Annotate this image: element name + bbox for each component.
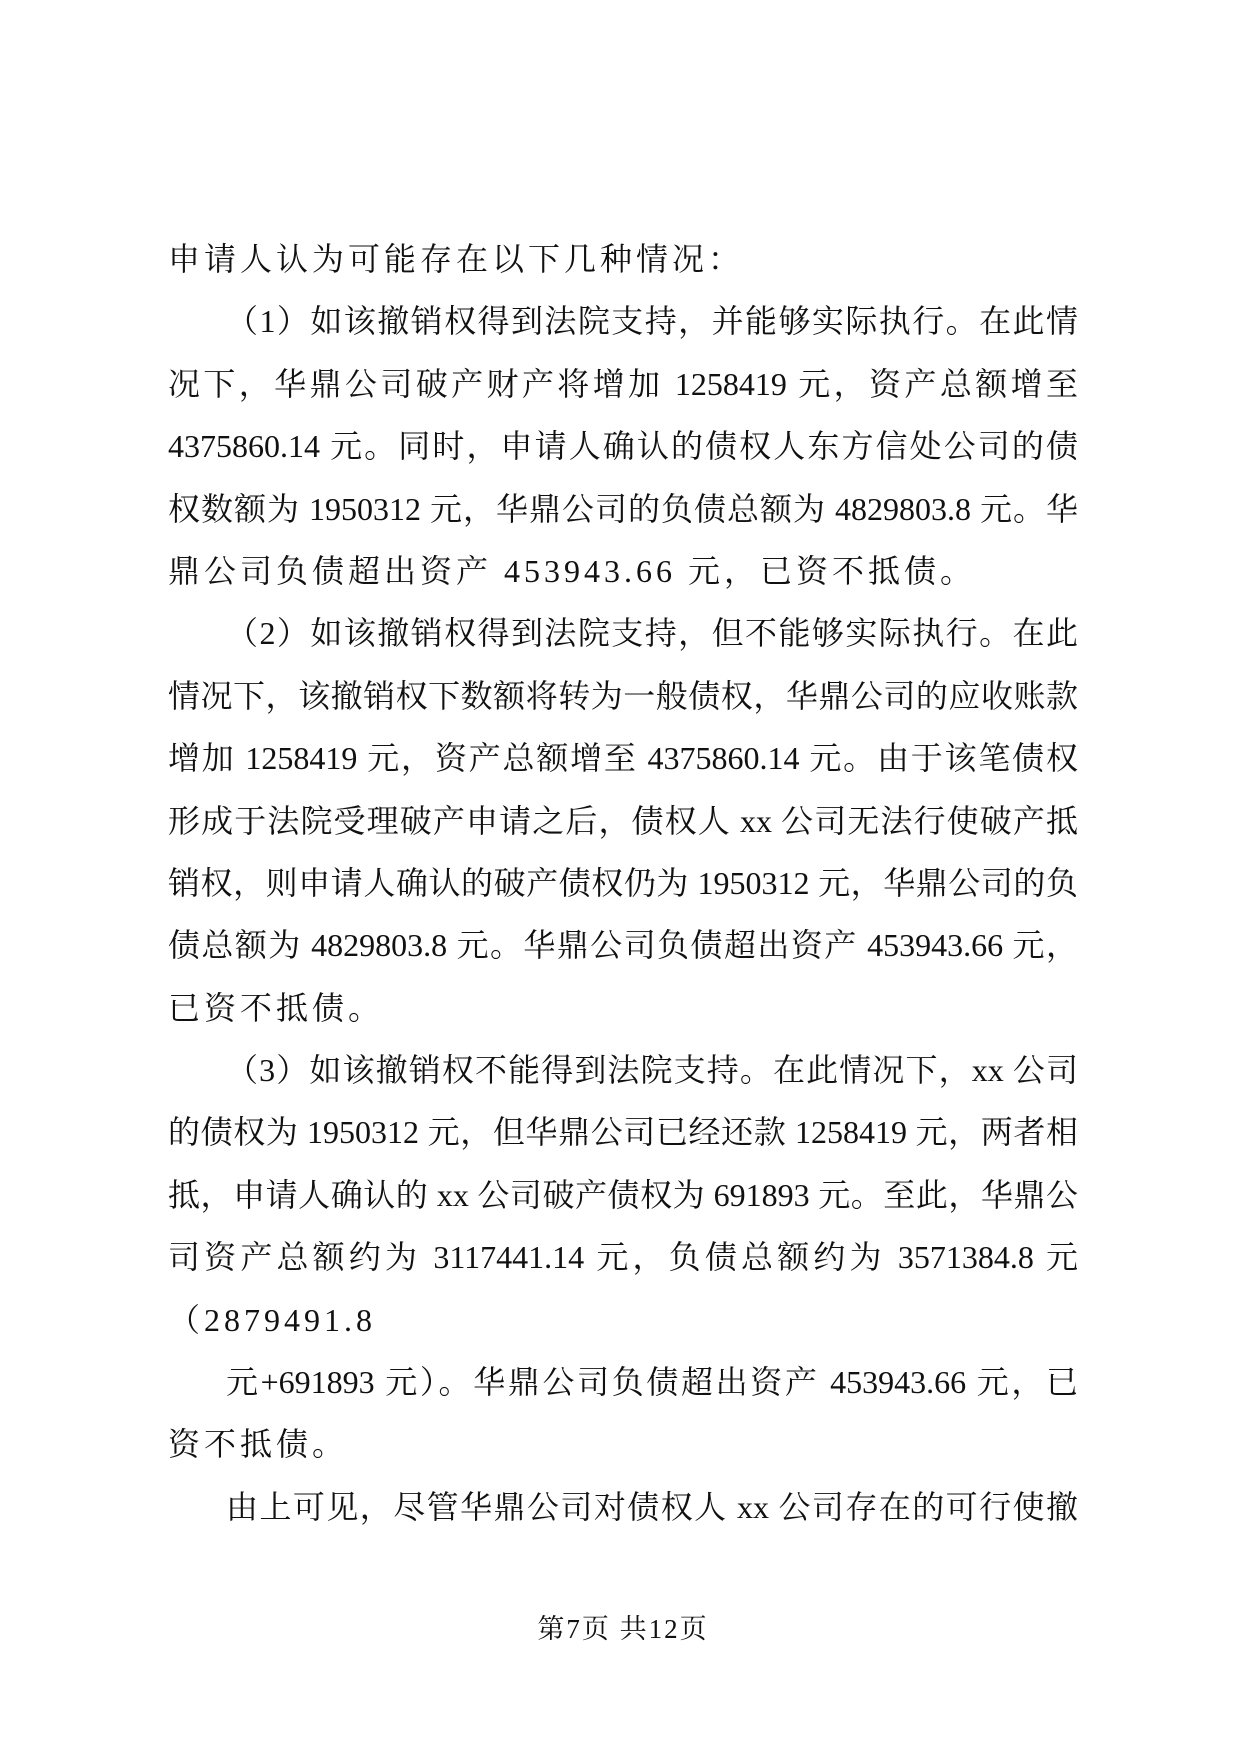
text-line: 鼎公司负债超出资产 453943.66 元，已资不抵债。 xyxy=(168,552,977,589)
document-body xyxy=(168,228,1078,1538)
text-line: 增加 1258419 元，资产总额增至 4375860.14 元。由于该笔债权 xyxy=(168,740,1078,777)
text-line: 元+691893 元）。华鼎公司负债超出资产 453943.66 元，已 xyxy=(226,1364,1078,1401)
text-line: 的债权为 1950312 元，但华鼎公司已经还款 1258419 元，两者相 xyxy=(168,1114,1078,1151)
text-line: 由上可见，尽管华鼎公司对债权人 xx 公司存在的可行使撤 xyxy=(226,1488,1078,1525)
text-line: （2879491.8 xyxy=(168,1301,377,1338)
text-line: （2）如该撤销权得到法院支持，但不能够实际执行。在此 xyxy=(226,615,1078,652)
text-line: 4375860.14 元。同时，申请人确认的债权人东方信处公司的债 xyxy=(168,428,1078,465)
text-line: 形成于法院受理破产申请之后，债权人 xx 公司无法行使破产抵 xyxy=(168,802,1078,839)
text-line: 申请人认为可能存在以下几种情况： xyxy=(168,241,745,277)
page-number: 第7页 共12页 xyxy=(537,1614,709,1644)
text-line: 资不抵债。 xyxy=(168,1426,349,1463)
text-line: （3）如该撤销权不能得到法院支持。在此情况下，xx 公司 xyxy=(226,1052,1078,1089)
text-line: 况下，华鼎公司破产财产将增加 1258419 元，资产总额增至 xyxy=(168,365,1078,402)
text-line: 情况下，该撤销权下数额将转为一般债权，华鼎公司的应收账款 xyxy=(168,677,1078,714)
text-line: 债总额为 4829803.8 元。华鼎公司负债超出资产 453943.66 元， xyxy=(168,927,1078,964)
text-line: 司资产总额约为 3117441.14 元，负债总额约为 3571384.8 元 xyxy=(168,1239,1078,1276)
text-line: 抵，申请人确认的 xx 公司破产债权为 691893 元。至此，华鼎公 xyxy=(168,1176,1078,1213)
text-line: 销权，则申请人确认的破产债权仍为 1950312 元，华鼎公司的负 xyxy=(168,864,1078,901)
text-line: （1）如该撤销权得到法院支持，并能够实际执行。在此情 xyxy=(226,303,1078,340)
text-line: 已资不抵债。 xyxy=(168,989,385,1026)
text-line: 权数额为 1950312 元，华鼎公司的负债总额为 4829803.8 元。华 xyxy=(168,490,1078,527)
